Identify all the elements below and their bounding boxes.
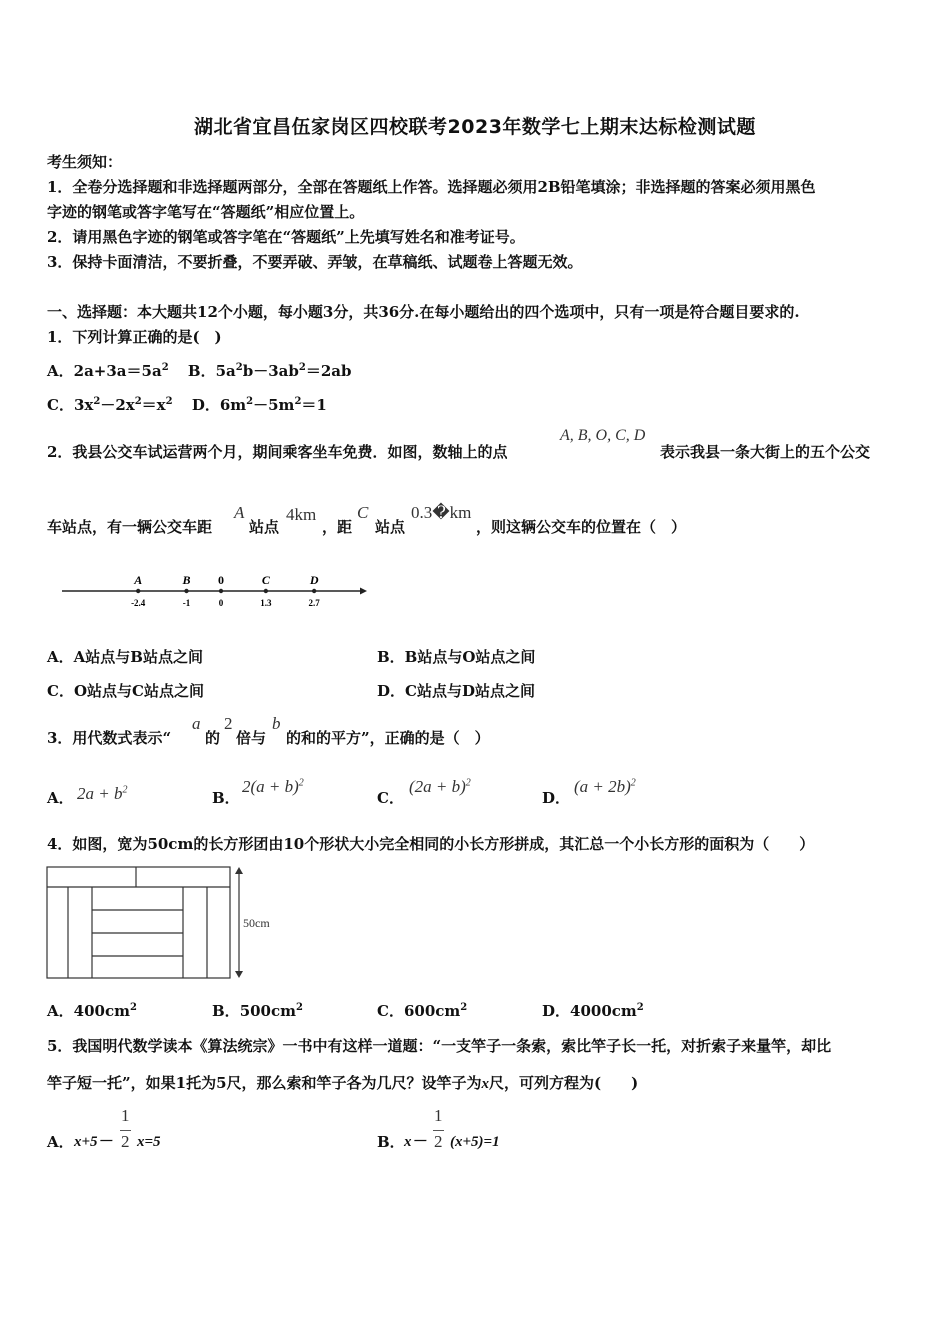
- q1-option-a: 2a+3a＝5a: [73, 362, 162, 380]
- q4-option-b: [212, 1001, 303, 1021]
- q3-option-a-math: 2a + b: [77, 784, 123, 803]
- q2-stem-a: 2．我县公交车试运营两个月，期间乘客坐车免费．如图，数轴上的点: [47, 443, 508, 461]
- notice-line-1a: 1．全卷分选择题和非选择题两部分，全部在答题纸上作答。选择题必须用2B铅笔填涂；非选择题的答案必须用黑色: [47, 178, 816, 196]
- q1-option-d-1: 6m: [219, 396, 247, 414]
- q1-option-c-sup2: 2: [134, 396, 142, 407]
- q3-option-b-label: B．: [212, 789, 240, 807]
- q3-option-b-math: 2(a + b): [242, 777, 299, 796]
- q3-option-c-sup: 2: [465, 777, 471, 789]
- q3-stem-b: 的: [205, 729, 221, 747]
- number-line-label-4: D: [309, 573, 319, 587]
- q5-option-a-num: 1: [121, 1106, 130, 1125]
- number-line-value-4: 2.7: [308, 598, 320, 608]
- number-line-label-2: 0: [218, 573, 224, 587]
- q4-option-d-label: D．: [542, 1002, 571, 1020]
- q5-option-b-pre: x－: [404, 1134, 427, 1150]
- q4-option-a-text: 400cm: [73, 1002, 130, 1020]
- q2-c-math: C: [357, 503, 369, 522]
- number-line-label-1: B: [182, 573, 191, 587]
- q1-option-d-2: －5m: [253, 396, 295, 414]
- q2-dist-2: 0.3�km: [411, 503, 472, 522]
- q3-stem-d: 的和的平方”，正确的是（ ）: [286, 729, 490, 747]
- number-line-point-0: [136, 589, 140, 593]
- q4-option-b-text: 500cm: [239, 1002, 297, 1020]
- q4-option-d: [542, 1001, 644, 1021]
- q2-stem-c: 车站点，有一辆公交车距: [47, 518, 213, 536]
- q4-stem: 4．如图，宽为50cm的长方形团由10个形状大小完全相同的小长方形拼成，其汇总一个小长方形的面积为（ ）: [47, 835, 815, 853]
- q4-option-d-sup: 2: [636, 1002, 644, 1013]
- q3-option-c-label: C．: [377, 789, 404, 807]
- q3-option-c: [409, 777, 471, 797]
- q5-option-b-fraction-bar: [433, 1130, 444, 1131]
- q1-option-b-sup2: 2: [298, 362, 306, 373]
- q4-option-c: [377, 1001, 467, 1021]
- notice-line-2: 2．请用黑色字迹的钢笔或答字笔在“答题纸”上先填写姓名和准考证号。: [47, 228, 525, 246]
- q5-option-b-post: (x+5)=1: [450, 1134, 500, 1150]
- q2-option-a: A．A站点与B站点之间: [47, 648, 203, 666]
- q2-stem-g: ，则这辆公交车的位置在（ ）: [476, 518, 687, 536]
- q1-option-c-1: 3x: [73, 396, 94, 414]
- number-line-label-0: A: [134, 573, 143, 587]
- q2-stem-f: 站点: [375, 518, 406, 536]
- q1-option-b-1: 5a: [215, 362, 236, 380]
- q5-option-a-pre: x+5－: [74, 1134, 113, 1150]
- notice-line-3: 3．保持卡面清洁，不要折叠，不要弄破、弄皱，在草稿纸、试题卷上答题无效。: [47, 253, 583, 271]
- number-line-point-2: [219, 589, 223, 593]
- number-line-point-4: [312, 589, 316, 593]
- q1-option-d-label: D．: [191, 396, 220, 414]
- q2-points-math: A, B, O, C, D: [560, 427, 646, 444]
- number-line-value-2: 0: [218, 598, 224, 608]
- q5-option-b-num: 1: [434, 1106, 443, 1125]
- q2-stem-d: 站点: [249, 518, 280, 536]
- q3-option-d-math: (a + 2b): [574, 777, 631, 796]
- q5-option-a-fraction-bar: [120, 1130, 131, 1131]
- q4-option-d-text: 4000cm: [570, 1002, 637, 1020]
- number-line-figure: [56, 570, 376, 615]
- q3-stem-c: 倍与: [236, 729, 267, 747]
- number-line-arrow: [360, 588, 367, 595]
- q2-stem-b: 表示我县一条大街上的五个公交: [660, 443, 871, 461]
- q5-option-b-label: B．: [377, 1133, 405, 1151]
- q1-option-b-3: ＝2ab: [305, 362, 352, 380]
- q1-option-a-sup: 2: [161, 362, 169, 373]
- number-line-value-0: -2.4: [131, 598, 146, 608]
- q5-line-2a: 竿子短一托”，如果1托为5尺，那么索和竿子各为几尺？设竿子为: [47, 1074, 482, 1092]
- q3-option-a-label: A．: [47, 789, 74, 807]
- q1-option-b-label: B．: [187, 362, 216, 380]
- q5-option-a-post: x=5: [137, 1134, 161, 1150]
- q1-option-c-3: ＝x: [141, 396, 166, 414]
- q3-option-d: [574, 777, 636, 797]
- q5-line-2: [47, 1073, 638, 1094]
- rectangle-figure: [44, 864, 284, 982]
- q2-option-c: C．O站点与C站点之间: [47, 682, 204, 700]
- q1-option-d-3: ＝1: [301, 396, 327, 414]
- q1-options-row1: [47, 361, 351, 381]
- q3-option-b: [242, 777, 304, 797]
- q4-option-b-label: B．: [212, 1002, 240, 1020]
- dimension-arrow-top: [235, 867, 243, 874]
- q4-option-c-sup: 2: [460, 1002, 468, 1013]
- page-title: 湖北省宜昌伍家岗区四校联考2023年数学七上期末达标检测试题: [194, 116, 756, 138]
- q4-option-b-sup: 2: [296, 1002, 303, 1013]
- q1-option-b-2: b－3ab: [242, 362, 299, 380]
- q5-option-b-den: 2: [434, 1132, 443, 1151]
- q4-option-a-sup: 2: [129, 1002, 137, 1013]
- q3-option-a: [77, 784, 127, 804]
- q5-x: x: [481, 1076, 490, 1092]
- q3-two-math: 2: [224, 714, 233, 733]
- q1-option-c-2: －2x: [100, 396, 135, 414]
- q1-stem: 1．下列计算正确的是( ): [47, 328, 222, 346]
- q2-a-math: A: [234, 503, 245, 522]
- q5-option-a-label: A．: [47, 1133, 74, 1151]
- q5-line-2b: 尺，可列方程为( ): [489, 1074, 639, 1092]
- q1-option-d-sup2: 2: [294, 396, 302, 407]
- number-line-point-1: [184, 589, 188, 593]
- q4-option-a-label: A．: [47, 1002, 74, 1020]
- dimension-label: 50cm: [243, 916, 270, 930]
- q3-option-a-sup: 2: [122, 784, 128, 796]
- q1-options-row2: [47, 395, 327, 415]
- q1-option-c-label: C．: [47, 396, 74, 414]
- q3-option-c-math: (2a + b): [409, 777, 466, 796]
- q1-option-a-label: A．: [47, 362, 74, 380]
- q5-option-a-den: 2: [121, 1132, 130, 1151]
- q1-option-b-sup1: 2: [235, 362, 243, 373]
- q2-option-d: D．C站点与D站点之间: [377, 682, 535, 700]
- q4-option-a: [47, 1001, 137, 1021]
- q5-line-1: 5．我国明代数学读本《算法统宗》一书中有这样一道题：“一支竿子一条索，索比竿子长一托，对折索子来量竿，却比: [47, 1037, 832, 1055]
- notice-heading: 考生须知：: [47, 153, 123, 171]
- q3-option-d-label: D．: [542, 789, 571, 807]
- q3-stem-a: 3．用代数式表示“: [47, 729, 172, 747]
- q4-option-c-text: 600cm: [403, 1002, 461, 1020]
- dimension-arrow-bottom: [235, 971, 243, 978]
- q2-stem-e: ，距: [322, 518, 353, 536]
- number-line-value-1: -1: [182, 598, 191, 608]
- notice-line-1b: 字迹的钢笔或答字笔写在“答题纸”相应位置上。: [47, 203, 365, 221]
- q1-option-c-sup3: 2: [165, 396, 173, 407]
- number-line-value-3: 1.3: [260, 598, 272, 608]
- q1-option-d-sup1: 2: [246, 396, 254, 407]
- q2-option-b: B．B站点与O站点之间: [377, 648, 536, 666]
- number-line-label-3: C: [261, 573, 270, 587]
- q4-option-c-label: C．: [377, 1002, 404, 1020]
- q3-option-d-sup: 2: [630, 777, 636, 789]
- q3-option-b-sup: 2: [298, 777, 304, 789]
- q2-dist-1: 4km: [286, 505, 317, 524]
- outer-rectangle: [47, 867, 230, 978]
- q3-b-math: b: [272, 714, 281, 733]
- q3-a-math: a: [192, 714, 201, 733]
- section-heading: 一、选择题：本大题共12个小题，每小题3分，共36分.在每小题给出的四个选项中，只有一项是符合题目要求的.: [47, 303, 800, 321]
- number-line-point-3: [264, 589, 268, 593]
- q1-option-c-sup1: 2: [93, 396, 101, 407]
